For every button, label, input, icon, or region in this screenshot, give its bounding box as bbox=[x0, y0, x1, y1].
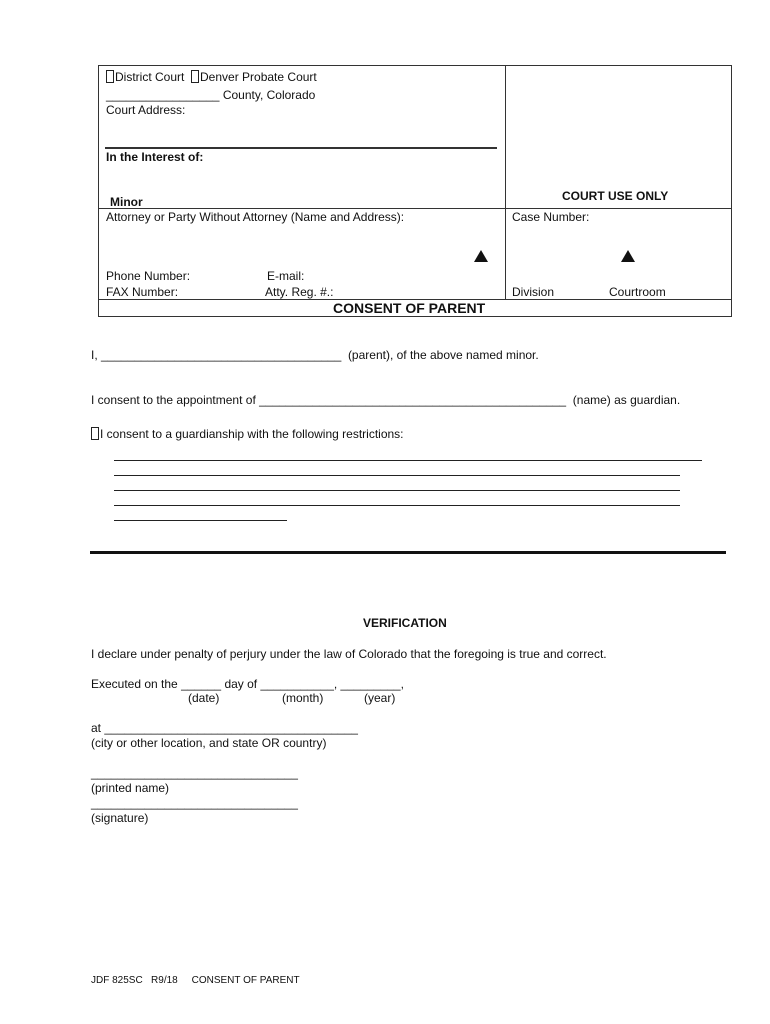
county-blank[interactable]: _________________ bbox=[106, 88, 220, 102]
month-label: (month) bbox=[282, 691, 324, 705]
printed-name-label: (printed name) bbox=[91, 781, 170, 795]
in-interest-rule bbox=[105, 147, 497, 149]
caption-divider-vertical bbox=[505, 65, 506, 300]
email-label: E-mail: bbox=[267, 269, 305, 283]
fax-label: FAX Number: bbox=[106, 285, 179, 299]
at-line[interactable]: at ______________________________________ bbox=[91, 721, 358, 735]
restriction-line-5[interactable] bbox=[114, 520, 287, 521]
county-label: County, Colorado bbox=[222, 88, 316, 102]
restriction-line-4[interactable] bbox=[114, 505, 680, 506]
form-title: CONSENT OF PARENT bbox=[333, 300, 486, 316]
district-court-label: District Court bbox=[115, 70, 185, 84]
footer bbox=[91, 975, 300, 986]
verification-heading: VERIFICATION bbox=[363, 616, 447, 630]
case-number-label: Case Number: bbox=[512, 210, 590, 224]
triangle-left-icon bbox=[474, 250, 488, 262]
restriction-line-2[interactable] bbox=[114, 475, 680, 476]
parent-line[interactable] bbox=[91, 348, 539, 362]
section-divider bbox=[90, 551, 726, 554]
court-use-only: COURT USE ONLY bbox=[562, 189, 669, 203]
parent-suffix: (parent), of the above named minor. bbox=[347, 348, 539, 362]
parent-name-blank[interactable]: I, ____________________________________ bbox=[91, 348, 342, 362]
in-interest-label: In the Interest of: bbox=[106, 150, 204, 164]
denver-probate-checkbox[interactable] bbox=[191, 70, 199, 83]
guardian-name-blank[interactable]: I consent to the appointment of ______________________________________________ bbox=[91, 393, 567, 407]
division-label: Division bbox=[512, 285, 555, 299]
date-label: (date) bbox=[188, 691, 220, 705]
appointment-suffix: (name) as guardian. bbox=[572, 393, 681, 407]
footer-form-id: JDF 825SC bbox=[91, 975, 143, 986]
court-type-line bbox=[106, 70, 317, 84]
verification-declaration: I declare under penalty of perjury under the law of Colorado that the foregoing is true and correct. bbox=[91, 647, 607, 661]
appointment-line[interactable] bbox=[91, 393, 680, 407]
atty-reg-label: Atty. Reg. #.: bbox=[265, 285, 334, 299]
district-court-checkbox[interactable] bbox=[106, 70, 114, 83]
signature-label: (signature) bbox=[91, 811, 149, 825]
location-label: (city or other location, and state OR country) bbox=[91, 736, 327, 750]
printed-name-blank[interactable]: _______________________________ bbox=[91, 766, 298, 780]
restrictions-checkbox[interactable] bbox=[91, 427, 99, 440]
minor-label: Minor bbox=[110, 195, 143, 209]
courtroom-label: Courtroom bbox=[609, 285, 666, 299]
attorney-label: Attorney or Party Without Attorney (Name and Address): bbox=[106, 210, 405, 224]
executed-line[interactable]: Executed on the ______ day of ___________, _________, bbox=[91, 677, 404, 691]
court-address-label: Court Address: bbox=[106, 103, 186, 117]
restrictions-label: I consent to a guardianship with the following restrictions: bbox=[100, 427, 404, 441]
triangle-right-icon bbox=[621, 250, 635, 262]
footer-revision: R9/18 bbox=[151, 975, 178, 986]
caption-divider-attorney bbox=[98, 208, 732, 209]
phone-label: Phone Number: bbox=[106, 269, 191, 283]
restriction-line-1[interactable] bbox=[114, 460, 702, 461]
restriction-line-3[interactable] bbox=[114, 490, 680, 491]
restrictions-line bbox=[91, 427, 404, 441]
county-line[interactable] bbox=[106, 88, 315, 102]
year-label: (year) bbox=[364, 691, 396, 705]
denver-probate-label: Denver Probate Court bbox=[200, 70, 317, 84]
signature-blank[interactable]: _______________________________ bbox=[91, 796, 298, 810]
footer-title: CONSENT OF PARENT bbox=[191, 975, 300, 986]
